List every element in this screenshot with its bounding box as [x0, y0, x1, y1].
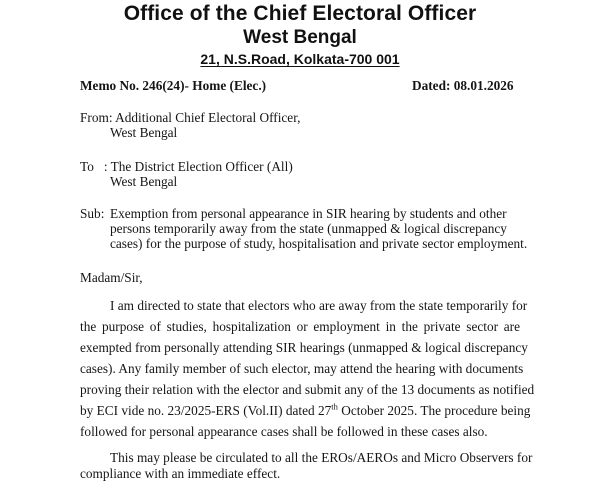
body-line-6 — [80, 401, 531, 419]
body-line-4 — [80, 361, 524, 377]
salutation: Madam/Sir, — [80, 270, 143, 285]
body-line-5-text: proving their relation with the elector and submit any of the 13 documents as notified — [80, 382, 535, 397]
body-line-2-text: the purpose of studies, hospitalization or employment in the private sector are — [80, 319, 520, 334]
body-line-1-text: I am directed to state that electors who are away from the state temporarily for — [110, 298, 528, 313]
body-line-6-part-a: by ECI vide no. 23/2025-ERS (Vol.II) dated 27 — [80, 403, 332, 418]
subject-label: Sub: — [80, 206, 105, 221]
date-superscript: th — [331, 401, 338, 412]
body-line-2 — [80, 319, 520, 335]
state-title: West Bengal — [243, 27, 357, 48]
body-line-5 — [80, 382, 535, 398]
body-line-7: followed for personal appearance cases shall be followed in these cases also. — [80, 424, 488, 439]
body-line-3-text: exempted from personally attending SIR hearings (unmapped & logical discrepancy — [80, 340, 528, 355]
subject-line-1: Exemption from personal appearance in SIR hearing by students and other — [110, 206, 507, 221]
from-line-1: From: Additional Chief Electoral Officer, — [80, 110, 301, 125]
office-title: Office of the Chief Electoral Officer — [123, 2, 477, 25]
closing-line-2: compliance with an immediate effect. — [80, 466, 281, 481]
memo-date: Dated: 08.01.2026 — [412, 78, 514, 93]
body-line-4-text: cases). Any family member of such elector, may attend the hearing with documents — [80, 361, 524, 376]
from-line-2: West Bengal — [110, 125, 178, 140]
subject-line-2: persons temporarily away from the state (unmapped & logical discrepancy — [110, 221, 507, 236]
closing-line-1: This may please be circulated to all the EROs/AEROs and Micro Observers for — [110, 450, 533, 465]
office-address — [0, 51, 600, 67]
subject-line-3: cases) for the purpose of study, hospitalisation and private sector employment. — [110, 236, 528, 251]
to-line-2: West Bengal — [110, 174, 178, 189]
to-line-1: To : The District Election Officer (All) — [80, 159, 293, 174]
body-line-3 — [80, 340, 528, 356]
memo-number: Memo No. 246(24)- Home (Elec.) — [80, 78, 267, 93]
address-text: 21, N.S.Road, Kolkata-700 001 — [200, 51, 400, 67]
body-line-1 — [110, 298, 528, 314]
body-line-6-part-b: October 2025. The procedure being — [337, 403, 531, 418]
